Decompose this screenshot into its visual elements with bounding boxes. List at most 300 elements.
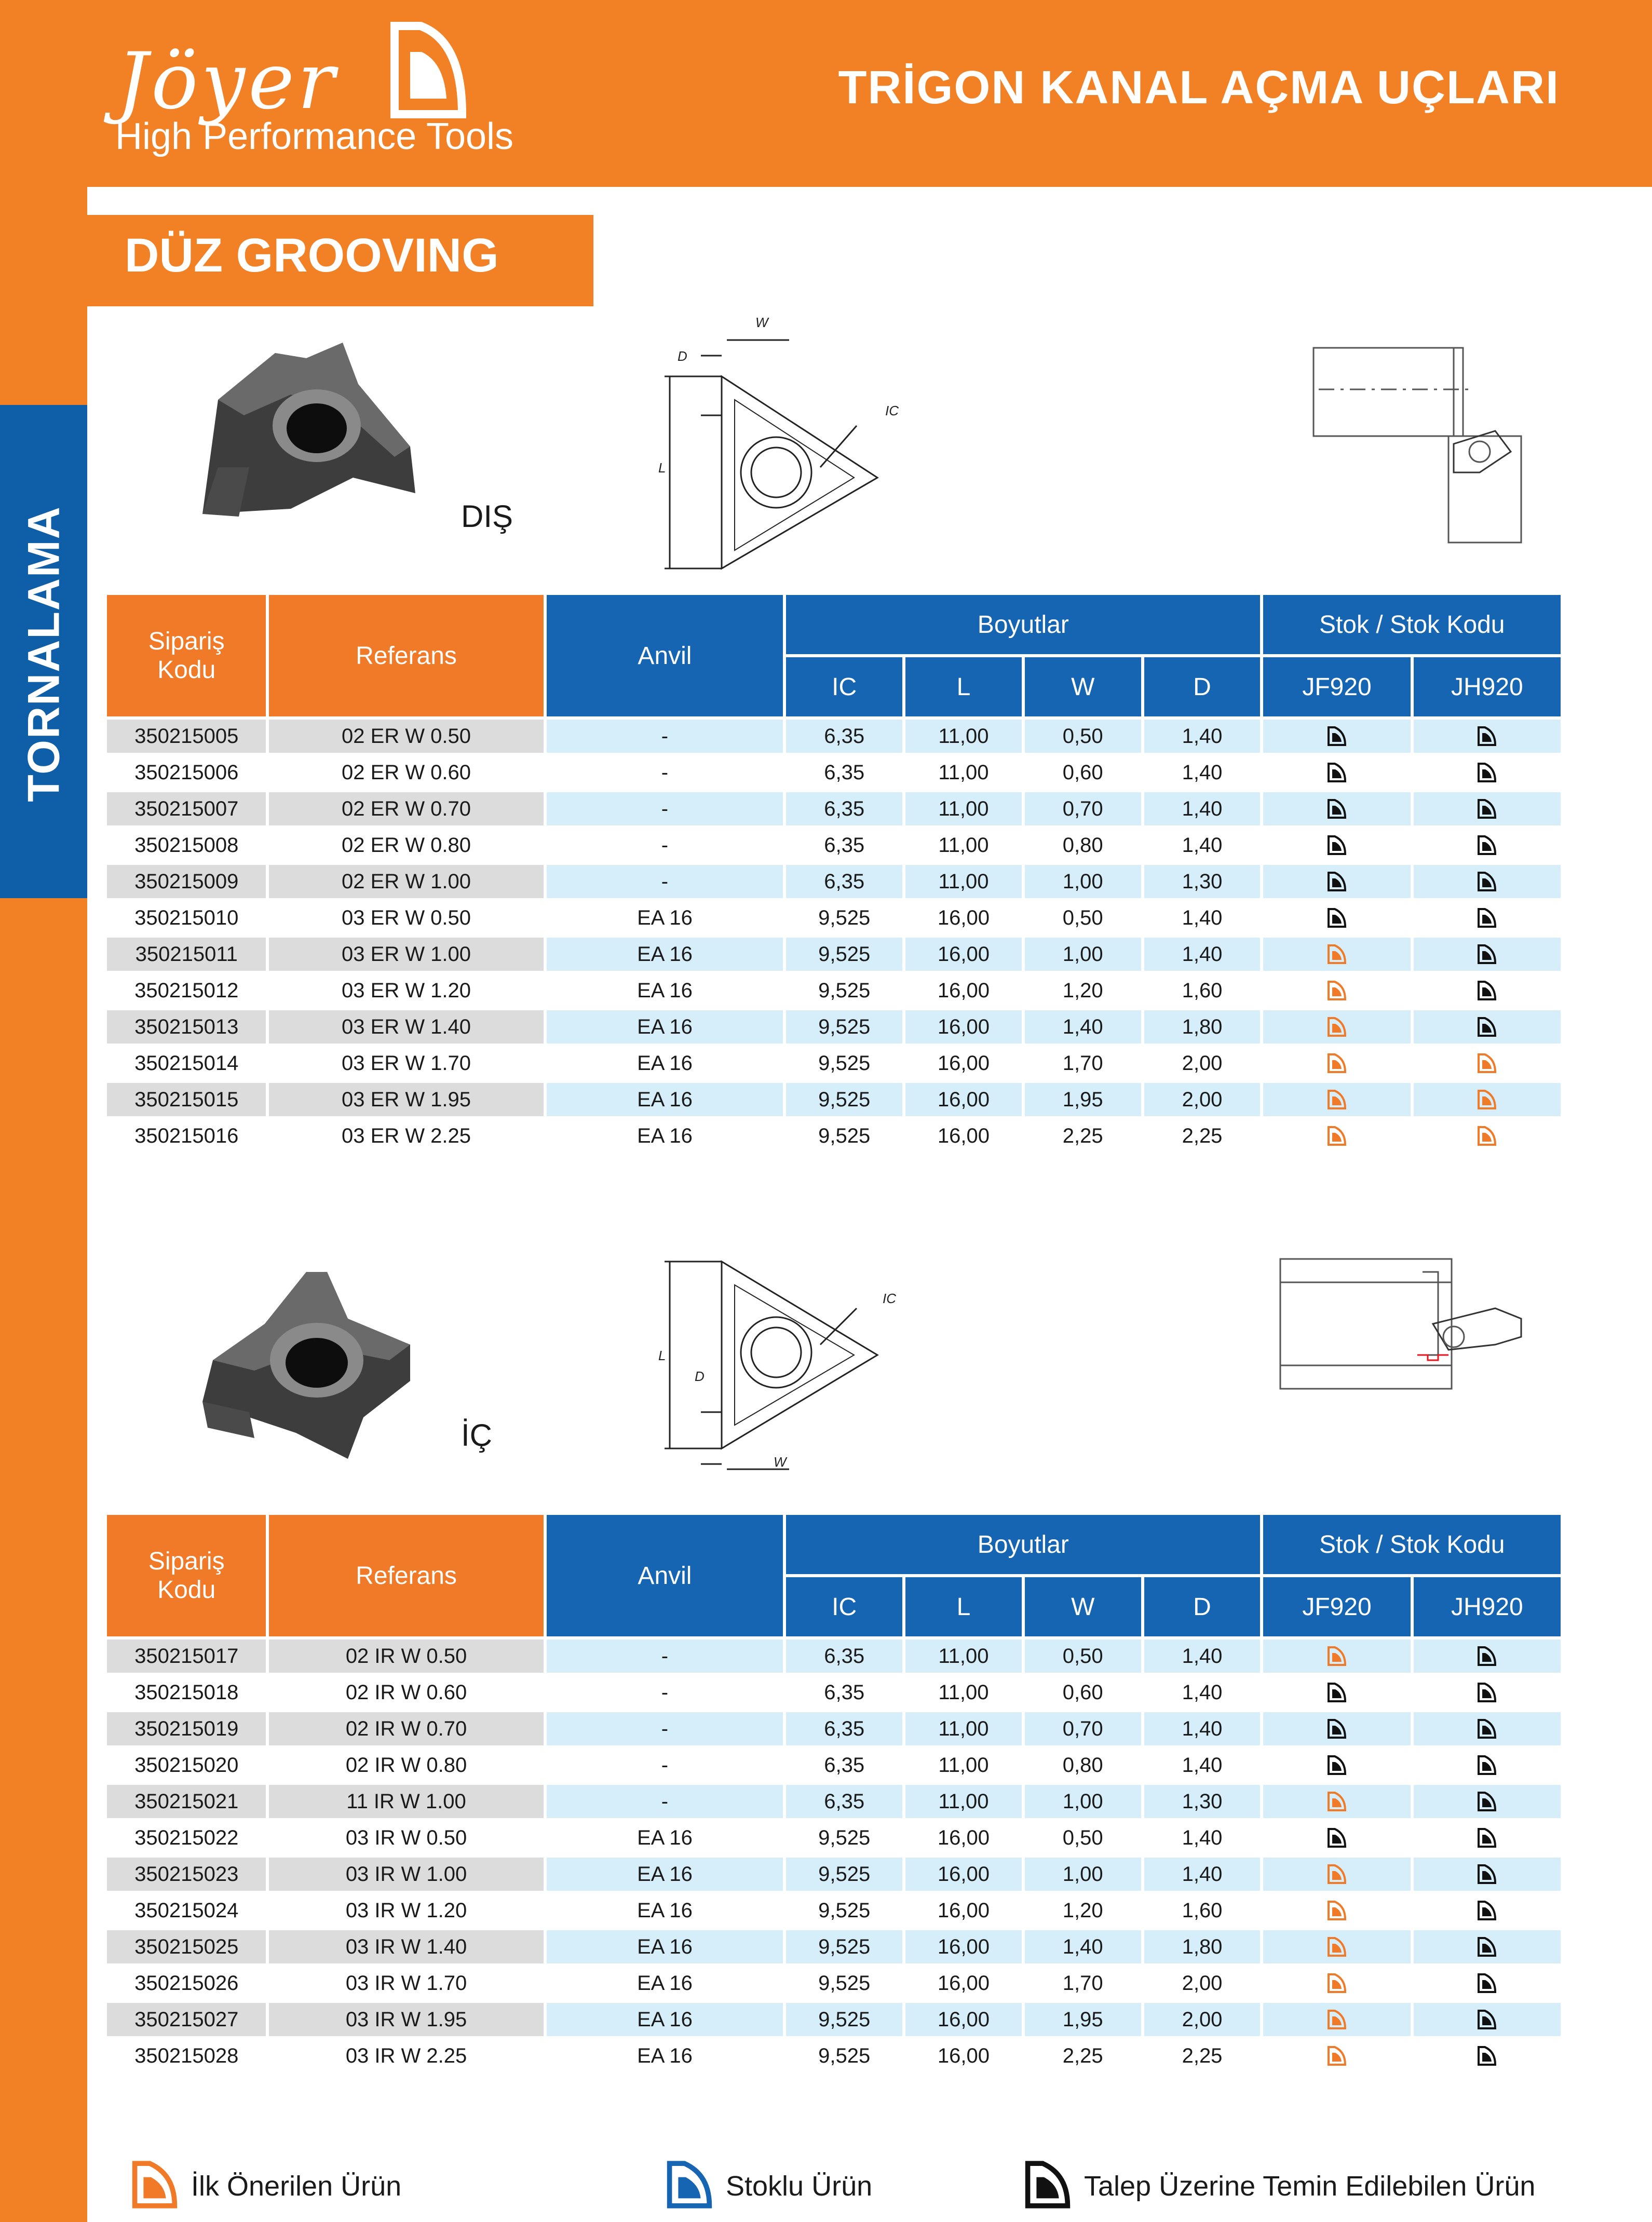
d-cell: 1,40 [1182,1826,1223,1849]
d-cell: 1,80 [1144,1930,1261,1963]
header-jf920: JF920 [1263,1577,1410,1636]
anvil-cell: EA 16 [637,906,693,929]
diagram-l-label: L [658,460,666,476]
jh920-stock-cell [1414,1749,1561,1782]
d-cell: 2,00 [1182,1971,1223,1995]
order-code-cell: 350215006 [134,761,239,784]
header-d: D [1144,1577,1261,1636]
header-jh920: JH920 [1414,657,1561,716]
table-row [107,1785,1561,1818]
first-recommended-icon [1263,2009,1410,2030]
internal-table-body [107,1640,1561,2072]
l-cell: 16,00 [937,1899,990,1922]
jh920-stock-cell [1414,938,1561,971]
d-cell: 2,00 [1144,2003,1261,2036]
header-referans: Referans [269,1515,543,1636]
brand-logo-icon [389,21,467,119]
table-row [107,1930,1561,1963]
table-row [107,2039,1561,2072]
d-cell: 1,60 [1182,1899,1223,1922]
first-recommended-icon [1263,1017,1410,1037]
jh920-stock-cell [1414,2039,1561,2072]
d-cell: 1,40 [1144,1712,1261,1745]
jf920-stock-cell [1263,901,1410,934]
jf920-stock-cell [1263,720,1410,753]
ic-cell: 6,35 [824,1681,865,1704]
table-row [107,1894,1561,1927]
order-code-cell: 350215015 [107,1083,266,1116]
jh920-stock-cell [1414,1894,1561,1927]
d-cell: 1,40 [1182,1753,1223,1777]
order-code-cell: 350215028 [134,2044,239,2067]
table-row [107,1119,1561,1153]
reference-cell: 02 ER W 0.80 [342,833,471,857]
order-code-cell: 350215010 [134,906,239,929]
reference-cell: 03 IR W 1.95 [269,2003,543,2036]
l-cell: 11,00 [905,720,1022,753]
on-request-icon [1414,907,1561,928]
w-cell: 2,25 [1062,2044,1103,2067]
header-l: L [905,1577,1022,1636]
external-dimension-diagram [649,311,940,581]
on-request-icon [1414,944,1561,965]
table-row [107,1967,1561,2000]
first-recommended-icon [1263,1900,1410,1921]
jh920-stock-cell [1414,1967,1561,2000]
jf920-stock-cell [1263,1894,1410,1927]
l-cell: 16,00 [905,1083,1022,1116]
jf920-stock-cell [1263,1640,1410,1673]
l-cell: 11,00 [938,761,989,784]
w-cell: 0,70 [1025,792,1141,825]
first-recommended-icon [1263,1089,1410,1110]
ic-cell: 6,35 [824,761,865,784]
first-recommended-icon [1263,2045,1410,2066]
ic-cell: 6,35 [824,833,865,857]
reference-cell: 03 ER W 1.20 [342,979,471,1002]
anvil-cell: EA 16 [547,1083,783,1116]
first-recommended-icon [1414,1089,1561,1110]
jf920-stock-cell [1263,1047,1410,1080]
jf920-stock-cell [1263,1083,1410,1116]
reference-cell: 02 IR W 0.50 [269,1640,543,1673]
l-cell: 16,00 [905,1010,1022,1044]
anvil-cell: EA 16 [547,1858,783,1891]
on-request-icon [1414,762,1561,783]
table-row [107,829,1561,862]
on-request-icon [1414,871,1561,892]
jf920-stock-cell [1263,1119,1410,1153]
d-cell: 1,60 [1182,979,1223,1002]
ic-cell: 6,35 [786,865,902,898]
anvil-cell: - [661,1681,669,1704]
on-request-icon [1263,835,1410,856]
d-cell: 2,00 [1182,1051,1223,1075]
internal-insert-image [192,1262,441,1469]
on-request-icon [1263,798,1410,819]
reference-cell: 11 IR W 1.00 [269,1785,543,1818]
w-cell: 0,60 [1062,1681,1103,1704]
jf920-stock-cell [1263,2003,1410,2036]
first-recommended-icon [1263,1791,1410,1812]
ic-cell: 9,525 [818,979,871,1002]
header-ic: IC [786,1577,902,1636]
diagram-d-label: D [678,348,687,364]
d-cell: 1,40 [1144,1858,1261,1891]
l-cell: 16,00 [905,938,1022,971]
reference-cell: 03 ER W 1.70 [342,1051,471,1075]
first-recommended-icon [1414,1126,1561,1146]
brand-logo-text: Jöyer [117,36,338,127]
header-d: D [1144,657,1261,716]
diagram-d-label-internal: D [695,1369,705,1384]
l-cell: 11,00 [905,1640,1022,1673]
anvil-cell: EA 16 [547,1010,783,1044]
ic-cell: 9,525 [786,1010,902,1044]
jf920-stock-cell [1263,792,1410,825]
reference-cell: 03 ER W 1.00 [269,938,543,971]
l-cell: 11,00 [938,1753,989,1777]
first-recommended-icon [1263,1936,1410,1957]
jh920-stock-cell [1414,1676,1561,1709]
order-code-cell: 350215013 [107,1010,266,1044]
ic-cell: 6,35 [786,1785,902,1818]
jh920-stock-cell [1414,792,1561,825]
jf920-stock-cell [1263,1712,1410,1745]
on-request-icon [1414,1682,1561,1703]
first-recommended-icon [1414,1053,1561,1074]
ic-cell: 9,525 [786,938,902,971]
ic-cell: 9,525 [818,1971,871,1995]
anvil-cell: - [661,761,669,784]
stock-icon [665,2160,714,2216]
order-code-cell: 350215022 [134,1826,239,1849]
table-row [107,1047,1561,1080]
first-recommended-icon [1263,944,1410,965]
first-recommended-icon [1263,1126,1410,1146]
first-recommended-icon [1263,1864,1410,1885]
jh920-stock-cell [1414,1083,1561,1116]
legend-stock [665,2160,976,2212]
diagram-w-label-internal: W [774,1454,787,1470]
header [0,0,1652,171]
w-cell: 1,40 [1025,1930,1141,1963]
w-cell: 0,50 [1025,1640,1141,1673]
jf920-stock-cell [1263,1749,1410,1782]
ic-cell: 9,525 [818,1124,871,1147]
reference-cell: 03 IR W 1.00 [269,1858,543,1891]
on-request-icon [1263,871,1410,892]
on-request-icon [1263,726,1410,747]
reference-cell: 03 IR W 1.40 [269,1930,543,1963]
d-cell: 1,40 [1144,1640,1261,1673]
jh920-stock-cell [1414,1010,1561,1044]
d-cell: 1,40 [1182,833,1223,857]
w-cell: 2,25 [1062,1124,1103,1147]
jf920-stock-cell [1263,974,1410,1007]
first-recommended-icon [1263,1973,1410,1994]
anvil-cell: EA 16 [637,1051,693,1075]
jh920-stock-cell [1414,756,1561,789]
order-code-cell: 350215027 [107,2003,266,2036]
jh920-stock-cell [1414,1047,1561,1080]
l-cell: 11,00 [938,833,989,857]
ic-cell: 9,525 [818,2044,871,2067]
on-request-icon [1263,1827,1410,1848]
on-request-icon [1414,1791,1561,1812]
jf920-stock-cell [1263,865,1410,898]
brand-subtitle: High Performance Tools [115,116,514,157]
w-cell: 0,70 [1025,1712,1141,1745]
on-request-icon [1414,798,1561,819]
anvil-cell: - [547,1785,783,1818]
table-row [107,720,1561,753]
ic-cell: 9,525 [786,1930,902,1963]
anvil-cell: - [547,792,783,825]
reference-cell: 03 ER W 0.50 [342,906,471,929]
l-cell: 11,00 [905,792,1022,825]
table-row [107,901,1561,934]
header-boyutlar: Boyutlar [786,1515,1260,1574]
d-cell: 1,40 [1144,792,1261,825]
table-row [107,865,1561,898]
jf920-stock-cell [1263,1967,1410,2000]
legend-request-label: Talep Üzerine Temin Edilebilen Ürün [1084,2171,1536,2202]
table-row [107,1010,1561,1044]
l-cell: 16,00 [937,1124,990,1147]
w-cell: 1,95 [1025,2003,1141,2036]
w-cell: 0,50 [1025,720,1141,753]
w-cell: 1,95 [1025,1083,1141,1116]
order-code-cell: 350215014 [134,1051,239,1075]
anvil-cell: EA 16 [637,1826,693,1849]
external-holder-sketch [1308,343,1526,545]
reference-cell: 03 ER W 1.40 [269,1010,543,1044]
header-ic: IC [786,657,902,716]
ic-cell: 6,35 [786,720,902,753]
l-cell: 16,00 [937,1971,990,1995]
order-code-cell: 350215026 [134,1971,239,1995]
reference-cell: 03 IR W 1.70 [345,1971,467,1995]
legend-first [130,2160,493,2212]
table-row [107,792,1561,825]
reference-cell: 02 IR W 0.70 [269,1712,543,1745]
anvil-cell: EA 16 [547,938,783,971]
l-cell: 11,00 [905,1712,1022,1745]
order-code-cell: 350215008 [134,833,239,857]
w-cell: 0,50 [1062,1826,1103,1849]
anvil-cell: EA 16 [637,1971,693,1995]
header-referans: Referans [269,595,543,716]
d-cell: 1,40 [1182,761,1223,784]
jh920-stock-cell [1414,865,1561,898]
internal-spec-table [104,1512,1564,2076]
table-row [107,1821,1561,1854]
table-row [107,1676,1561,1709]
header-siparis-kodu: Sipariş Kodu [107,595,266,716]
diagram-w-label: W [755,315,768,330]
on-request-icon [1414,2045,1561,2066]
on-request-icon [1414,2009,1561,2030]
d-cell: 2,00 [1144,1083,1261,1116]
legend-stock-label: Stoklu Ürün [726,2171,873,2202]
jf920-stock-cell [1263,1010,1410,1044]
ic-cell: 6,35 [786,1712,902,1745]
jf920-stock-cell [1263,1785,1410,1818]
table-row [107,1749,1561,1782]
table-row [107,756,1561,789]
on-request-icon [1414,1900,1561,1921]
order-code-cell: 350215011 [107,938,266,971]
on-request-icon [1263,1718,1410,1739]
external-spec-table [104,592,1564,1156]
jh920-stock-cell [1414,1640,1561,1673]
anvil-cell: - [547,1712,783,1745]
ic-cell: 9,525 [818,1899,871,1922]
table-row [107,974,1561,1007]
reference-cell: 02 IR W 0.80 [345,1753,467,1777]
d-cell: 1,80 [1144,1010,1261,1044]
w-cell: 1,00 [1025,1785,1141,1818]
d-cell: 2,25 [1182,2044,1223,2067]
jh920-stock-cell [1414,974,1561,1007]
diagram-l-label-internal: L [658,1348,666,1363]
on-request-icon [1414,1973,1561,1994]
ic-cell: 9,525 [786,1083,902,1116]
header-anvil: Anvil [547,595,783,716]
on-request-icon [1414,1718,1561,1739]
d-cell: 1,40 [1144,720,1261,753]
on-request-icon [1414,1017,1561,1037]
jh920-stock-cell [1414,1930,1561,1963]
jh920-stock-cell [1414,1821,1561,1854]
l-cell: 16,00 [937,906,990,929]
w-cell: 1,20 [1062,1899,1103,1922]
anvil-cell: EA 16 [547,2003,783,2036]
ic-cell: 9,525 [786,1858,902,1891]
internal-holder-sketch [1277,1251,1526,1391]
w-cell: 0,80 [1062,833,1103,857]
l-cell: 16,00 [937,1826,990,1849]
table-row [107,2003,1561,2036]
anvil-cell: EA 16 [637,2044,693,2067]
l-cell: 16,00 [905,1930,1022,1963]
header-siparis-kodu: Sipariş Kodu [107,1515,266,1636]
reference-cell: 03 ER W 2.25 [342,1124,471,1147]
jf920-stock-cell [1263,1930,1410,1963]
reference-cell: 02 IR W 0.60 [345,1681,467,1704]
jh920-stock-cell [1414,1712,1561,1745]
on-request-icon [1263,907,1410,928]
header-stok: Stok / Stok Kodu [1263,1515,1561,1574]
ic-cell: 6,35 [786,1640,902,1673]
page-title: TRİGON KANAL AÇMA UÇLARI [838,62,1560,114]
header-w: W [1025,1577,1141,1636]
reference-cell: 02 ER W 1.00 [269,865,543,898]
w-cell: 1,00 [1025,865,1141,898]
l-cell: 11,00 [938,1681,989,1704]
jh920-stock-cell [1414,2003,1561,2036]
reference-cell: 02 ER W 0.60 [342,761,471,784]
order-code-cell: 350215024 [134,1899,239,1922]
w-cell: 0,60 [1062,761,1103,784]
w-cell: 1,70 [1062,1971,1103,1995]
ic-cell: 9,525 [786,2003,902,2036]
d-cell: 1,40 [1182,1681,1223,1704]
order-code-cell: 350215005 [107,720,266,753]
l-cell: 16,00 [937,2044,990,2067]
w-cell: 1,40 [1025,1010,1141,1044]
on-request-icon [1414,1755,1561,1776]
d-cell: 1,30 [1144,865,1261,898]
ic-cell: 6,35 [786,792,902,825]
d-cell: 1,30 [1144,1785,1261,1818]
jh920-stock-cell [1414,901,1561,934]
d-cell: 2,25 [1182,1124,1223,1147]
anvil-cell: EA 16 [637,979,693,1002]
reference-cell: 02 ER W 0.50 [269,720,543,753]
on-request-icon [1023,2160,1073,2216]
ic-cell: 9,525 [818,1051,871,1075]
w-cell: 1,00 [1025,938,1141,971]
section-title: DÜZ GROOVING [125,229,499,282]
order-code-cell: 350215019 [107,1712,266,1745]
l-cell: 11,00 [905,865,1022,898]
w-cell: 0,50 [1062,906,1103,929]
l-cell: 16,00 [937,1051,990,1075]
table-row [107,1858,1561,1891]
jf920-stock-cell [1263,2039,1410,2072]
header-jh920: JH920 [1414,1577,1561,1636]
reference-cell: 03 IR W 0.50 [345,1826,467,1849]
anvil-cell: - [547,865,783,898]
w-cell: 0,80 [1062,1753,1103,1777]
on-request-icon [1414,1936,1561,1957]
reference-cell: 02 ER W 0.70 [269,792,543,825]
header-boyutlar: Boyutlar [786,595,1260,654]
header-jf920: JF920 [1263,657,1410,716]
jf920-stock-cell [1263,829,1410,862]
jf920-stock-cell [1263,1858,1410,1891]
diagram-ic-label: IC [885,403,899,418]
order-code-cell: 350215009 [107,865,266,898]
jf920-stock-cell [1263,1676,1410,1709]
jh920-stock-cell [1414,829,1561,862]
order-code-cell: 350215017 [107,1640,266,1673]
on-request-icon [1414,1646,1561,1666]
anvil-cell: - [547,720,783,753]
reference-cell: 03 IR W 2.25 [345,2044,467,2067]
jf920-stock-cell [1263,1821,1410,1854]
l-cell: 16,00 [905,2003,1022,2036]
reference-cell: 03 IR W 1.20 [345,1899,467,1922]
on-request-icon [1414,1864,1561,1885]
header-stok: Stok / Stok Kodu [1263,595,1561,654]
l-cell: 11,00 [905,1785,1022,1818]
order-code-cell: 350215007 [107,792,266,825]
jh920-stock-cell [1414,1785,1561,1818]
anvil-cell: EA 16 [547,1930,783,1963]
legend-first-label: İlk Önerilen Ürün [191,2171,402,2202]
first-recommended-icon [1263,980,1410,1001]
order-code-cell: 350215016 [134,1124,239,1147]
anvil-cell: - [661,833,669,857]
ic-cell: 6,35 [824,1753,865,1777]
external-insert-image [187,337,436,530]
anvil-cell: - [661,1753,669,1777]
l-cell: 16,00 [905,1858,1022,1891]
anvil-cell: EA 16 [637,1124,693,1147]
